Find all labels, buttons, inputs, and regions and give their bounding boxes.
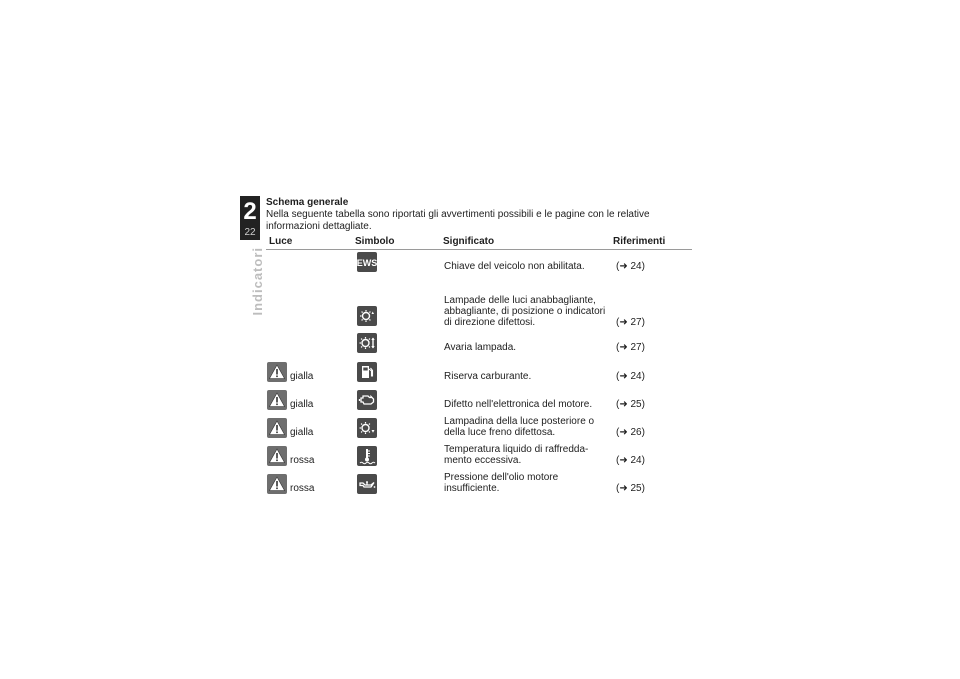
page-number: 22 bbox=[244, 227, 256, 238]
row-reference: (➜ 27) bbox=[616, 317, 645, 328]
header-luce: Luce bbox=[269, 236, 293, 247]
warning-triangle-icon bbox=[267, 446, 287, 466]
table-header bbox=[266, 236, 692, 250]
header-simbolo: Simbolo bbox=[355, 236, 395, 247]
row-description: Pressione dell'olio motore insufficiente. bbox=[444, 472, 559, 494]
table-row bbox=[266, 418, 696, 438]
light-color: gialla bbox=[290, 399, 314, 410]
row-reference: (➜ 27) bbox=[616, 342, 645, 353]
header-riferimenti: Riferimenti bbox=[613, 236, 666, 247]
light-color: rossa bbox=[290, 483, 315, 494]
engine-icon bbox=[357, 390, 377, 410]
bulb-rear-icon bbox=[357, 418, 377, 438]
warning-triangle-icon bbox=[267, 418, 287, 438]
section-title: Schema generale bbox=[266, 197, 349, 208]
row-reference: (➜ 24) bbox=[616, 261, 645, 272]
section-intro-text: Nella seguente tabella sono riportati gli avvertimenti possibili e le pagine con le relative informazioni dettagliate. bbox=[266, 209, 650, 232]
row-description: Avaria lampada. bbox=[444, 342, 517, 353]
coolant-temperature-icon bbox=[357, 446, 377, 466]
table-row bbox=[266, 446, 696, 466]
table-row bbox=[266, 333, 696, 353]
table-row bbox=[266, 474, 696, 494]
row-description: Difetto nell'elettronica del motore. bbox=[444, 399, 593, 410]
row-reference: (➜ 24) bbox=[616, 455, 645, 466]
ews-icon bbox=[357, 252, 377, 272]
intro bbox=[266, 197, 696, 233]
warning-triangle-icon bbox=[267, 362, 287, 382]
row-reference: (➜ 26) bbox=[616, 427, 645, 438]
table-row bbox=[266, 252, 696, 272]
side-section-label: Indicatori bbox=[250, 247, 265, 316]
fuel-pump-icon bbox=[357, 362, 377, 382]
row-reference: (➜ 25) bbox=[616, 483, 645, 494]
bulb-front-icon bbox=[357, 306, 377, 326]
svg-text:EWS: EWS bbox=[357, 258, 377, 268]
light-color: gialla bbox=[290, 427, 314, 438]
row-description: Riserva carburante. bbox=[444, 371, 532, 382]
light-color: rossa bbox=[290, 455, 315, 466]
chapter-marker bbox=[240, 196, 260, 240]
row-description: Lampade delle luci anabbagliante, abbagliante, di posizione o indicatori di direzione difettosi. bbox=[444, 295, 606, 328]
chapter-number: 2 bbox=[243, 198, 257, 225]
indicator-table bbox=[266, 252, 696, 494]
row-reference: (➜ 24) bbox=[616, 371, 645, 382]
row-description: Temperatura liquido di raffredda-mento eccessiva. bbox=[444, 444, 589, 466]
table-row bbox=[266, 288, 696, 328]
row-description: Chiave del veicolo non abilitata. bbox=[444, 261, 585, 272]
header-significato: Significato bbox=[443, 236, 495, 247]
row-reference: (➜ 25) bbox=[616, 399, 645, 410]
light-color: gialla bbox=[290, 371, 314, 382]
oil-pressure-icon bbox=[357, 474, 377, 494]
warning-triangle-icon bbox=[267, 474, 287, 494]
table-row bbox=[266, 390, 696, 410]
table-row bbox=[266, 362, 696, 382]
bulb-failure-icon bbox=[357, 333, 377, 353]
warning-triangle-icon bbox=[267, 390, 287, 410]
row-description: Lampadina della luce posteriore o della luce freno difettosa. bbox=[444, 416, 595, 438]
